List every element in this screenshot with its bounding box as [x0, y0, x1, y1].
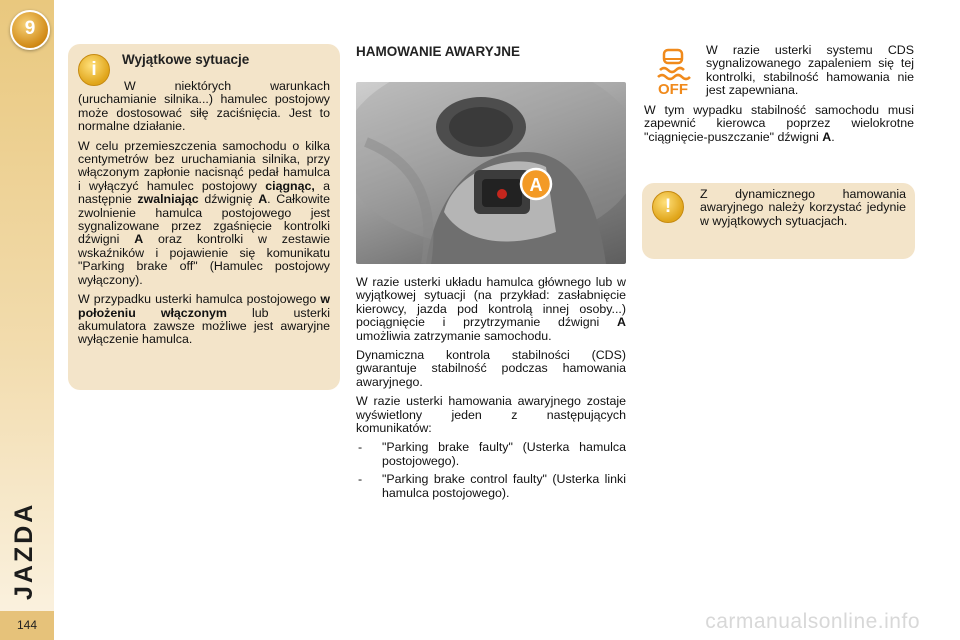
- chapter-title: JAZDA: [10, 501, 38, 600]
- warning-text: Z dynamicznego hamowania awaryjnego należy korzystać jedynie w wyjątkowych sytuacjach.: [700, 187, 906, 228]
- info-paragraph-2: W celu przemieszczenia samochodu o kilka centymetrów bez uruchamiania silnika, przy włączonym zapłonie nacisnąć pedał hamulca i wyłączyć hamulec postojowy ciągnąc, a następnie zwalniając dźwignię A. Całkowite zwolnienie hamulca postojowego jest sygnalizowane przez zgaśnięcie kontrolki dźwigni A oraz kontrolki w zestawie wskaźników i pojawienie się komunikatu "Parking brake off" (Hamulec postojowy wyłączony).: [78, 138, 330, 287]
- off-label: OFF: [658, 81, 688, 96]
- info-paragraph-1: W niektórych warunkach (uruchamianie silnika...) hamulec postojowy może dostosować siłę zaciśnięcia. Jest to normalne działanie.: [78, 79, 330, 134]
- info-icon: i: [78, 54, 110, 86]
- cds-instruction-text: W tym wypadku stabilność samochodu musi zapewnić kierowca poprzez wielokrotne "ciągnięcie-puszczanie" dźwigni A.: [644, 103, 914, 144]
- cds-off-warning-icon: [650, 46, 696, 96]
- message-list: [356, 441, 626, 500]
- section-paragraph-2: Dynamiczna kontrola stabilności (CDS) gwarantuje stabilność podczas hamowania awaryjnego.: [356, 348, 626, 389]
- list-item: - "Parking brake control faulty" (Usterka linki hamulca postojowego).: [356, 473, 626, 500]
- parking-brake-lever-photo: [356, 82, 626, 264]
- section-paragraph-1: W razie usterki układu hamulca głównego lub w wyjątkowej sytuacji (na przykład: zasłabnięcie kierowcy, jazda pod kontrolą innej osoby...) pociągnięcie i przytrzymanie dźwigni A umożliwia zatrzymanie samochodu.: [356, 275, 626, 343]
- section-body: [356, 276, 626, 505]
- warning-icon: !: [652, 191, 684, 223]
- section-paragraph-3: W razie usterki hamowania awaryjnego zostaje wyświetlony jeden z następujących komunikatów:: [356, 394, 626, 436]
- chapter-number: 9: [24, 18, 36, 39]
- lever-label-a: A: [529, 175, 543, 195]
- cds-fault-text: W razie usterki systemu CDS sygnalizowanego zapaleniem się tej kontrolki, stabilność hamowania nie jest zapewniana.: [706, 43, 914, 98]
- info-box-title: Wyjątkowe sytuacje: [122, 52, 250, 67]
- section-title: HAMOWANIE AWARYJNE: [356, 44, 521, 59]
- console-illustration: [356, 82, 626, 264]
- info-paragraph-3: W przypadku usterki hamulca postojowego w położeniu włączonym lub usterki akumulatora zawsze możliwe jest awaryjne wyłączenie hamulca.: [78, 292, 330, 347]
- list-item: - "Parking brake faulty" (Usterka hamulca postojowego).: [356, 441, 626, 468]
- page-number: 144: [0, 611, 54, 640]
- chapter-number-badge: [10, 10, 50, 50]
- watermark: carmanualsonline.info: [705, 610, 920, 633]
- info-box-body: [78, 80, 330, 353]
